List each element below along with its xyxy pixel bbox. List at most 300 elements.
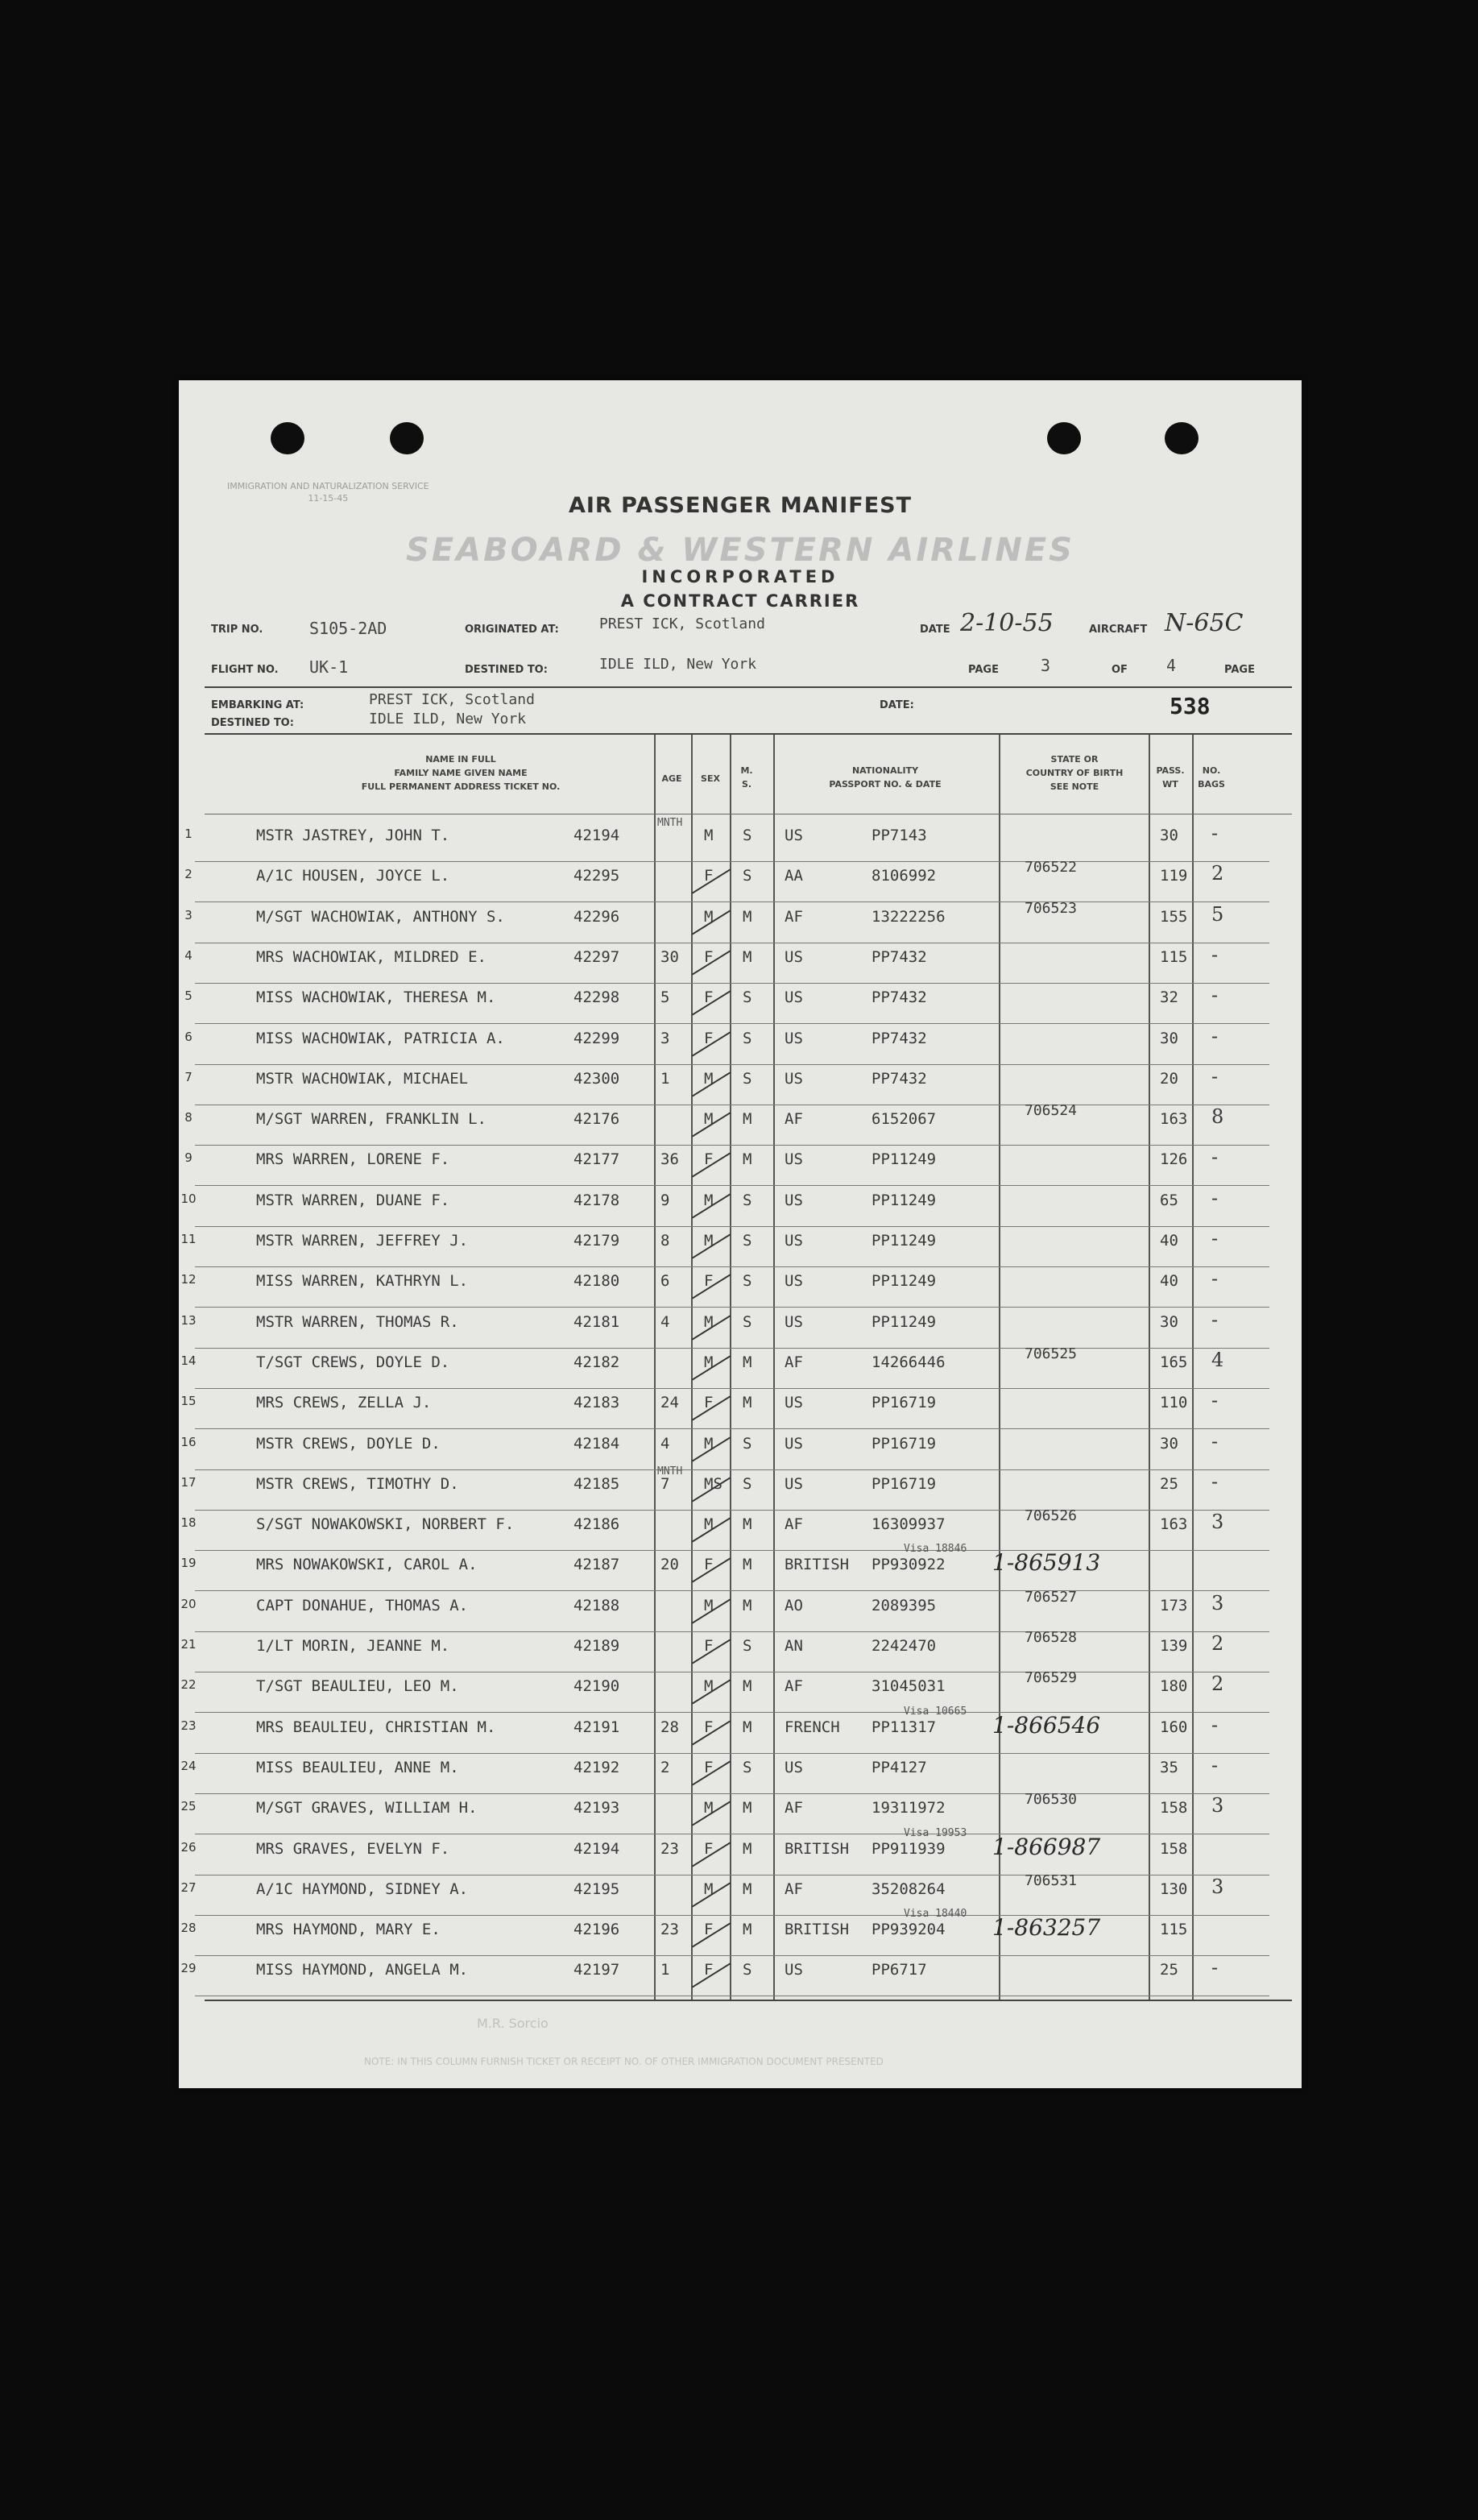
passenger-sex: M [704,1069,714,1088]
handwritten-number: 1-866987 [992,1833,1101,1860]
row-number: 27 [180,1880,197,1895]
passenger-sex: F [704,867,714,885]
passenger-age: 9 [660,1191,670,1209]
marital-status: M [743,907,752,926]
of-value: 4 [1166,656,1177,675]
row-number: 16 [180,1434,197,1449]
marital-status: M [743,1839,752,1858]
passport-number: PP911939 [871,1839,946,1858]
passport-number: 2242470 [871,1637,937,1655]
form-id-date: 11-15-45 [308,493,349,504]
ticket-number: 42190 [573,1677,620,1696]
handwritten-number: 1-866546 [992,1711,1101,1739]
ticket-number: 42189 [573,1637,620,1655]
passport-number: 8106992 [871,867,937,885]
passenger-weight: 110 [1160,1394,1188,1412]
ticket-number: 42297 [573,947,620,966]
passenger-name: MSTR WARREN, JEFFREY J. [256,1232,469,1250]
destined-label: DESTINED TO: [465,664,548,676]
table-bottom-rule [205,2000,1292,2001]
ticket-number: 42181 [573,1312,620,1331]
marital-status: S [743,827,752,844]
date2-label: DATE: [880,699,914,711]
of-label: OF [1112,664,1128,676]
table-row [179,1826,1302,1875]
passenger-sex: M [704,1191,714,1209]
passenger-age: 1 [660,1069,670,1088]
row-number: 24 [180,1758,197,1773]
passport-number: 14266446 [871,1353,946,1371]
ticket-number: 42182 [573,1353,620,1371]
header-rule [205,686,1292,688]
col-wt-1: PASS. [1156,765,1185,776]
birth-code: 706529 [1025,1669,1078,1687]
marital-status: M [743,1150,752,1169]
passport-number: PP11249 [871,1150,937,1169]
passenger-sex: M [704,1596,714,1614]
table-row [179,1389,1302,1429]
nationality: US [785,1191,803,1209]
nationality: AF [785,1353,803,1371]
passport-number: PP7432 [871,989,927,1007]
bag-count: - [1211,1024,1219,1047]
passenger-sex: M [704,1232,714,1250]
passenger-sex: F [704,1758,714,1776]
passenger-sex: M [704,1880,714,1898]
ticket-number: 42296 [573,907,620,926]
row-number: 29 [180,1961,197,1976]
passenger-age: 23 [660,1921,679,1939]
ticket-number: 42295 [573,867,620,885]
passenger-weight: 40 [1160,1232,1178,1250]
table-row [179,1187,1302,1227]
punch-hole [1047,422,1081,454]
table-row [179,1908,1302,1956]
passenger-weight: 139 [1160,1637,1188,1655]
nationality: AO [785,1596,803,1614]
passenger-weight: 30 [1160,1434,1178,1453]
bag-count: 8 [1211,1105,1224,1129]
passenger-sex: M [704,827,714,844]
ticket-number: 42194 [573,1839,620,1858]
passenger-sex: F [704,1921,714,1939]
col-birth-1: STATE OR [1050,754,1099,765]
document-title: AIR PASSENGER MANIFEST [568,493,912,518]
col-birth-2: COUNTRY OF BIRTH [1025,768,1124,778]
nationality: BRITISH [785,1839,850,1858]
bag-count: - [1211,1389,1219,1412]
passenger-weight: 32 [1160,989,1178,1007]
table-row [179,1227,1302,1267]
passenger-weight: 155 [1160,907,1188,926]
col-nat-2: PASSPORT NO. & DATE [829,779,942,790]
birth-code: 706528 [1025,1629,1078,1646]
passport-number: PP11249 [871,1191,937,1209]
punch-hole [1165,422,1199,454]
nationality: US [785,1434,803,1453]
nationality: US [785,989,803,1007]
row-number: 10 [180,1191,197,1206]
nationality: US [785,1029,803,1047]
trip-label: TRIP NO. [211,624,263,636]
col-nat-1: NATIONALITY [851,765,919,776]
passenger-age: 4 [660,1434,670,1453]
col-birth-header [1002,752,1147,794]
passenger-weight: 65 [1160,1191,1178,1209]
marital-status: M [743,947,752,966]
bag-count: - [1211,1308,1219,1331]
passenger-sex: F [704,1718,714,1736]
nationality: AA [785,867,803,885]
marital-status: M [743,1110,752,1129]
row-number: 17 [180,1474,197,1490]
passenger-sex: F [704,1150,714,1169]
passenger-sex: M [704,1353,714,1371]
marital-status: M [743,1556,752,1574]
row-number: 5 [184,989,193,1004]
table-row [179,1871,1302,1916]
row-number: 11 [180,1232,197,1246]
row-number: 3 [184,907,193,922]
aircraft-value: N-65C [1165,609,1244,637]
nationality: US [785,1961,803,1979]
passenger-name: M/SGT WACHOWIAK, ANTHONY S. [256,907,505,926]
passenger-weight: 30 [1160,827,1178,844]
nationality: US [785,947,803,966]
birth-code: 706530 [1025,1791,1078,1809]
flight-label: FLIGHT NO. [211,664,279,676]
col-name-1: NAME IN FULL [425,754,496,765]
page-value: 3 [1041,656,1051,675]
passenger-weight: 158 [1160,1839,1188,1858]
bag-count: 5 [1211,902,1224,926]
ticket-number: 42184 [573,1434,620,1453]
passenger-weight: 30 [1160,1029,1178,1047]
row-number: 2 [184,867,193,882]
passenger-age: 2 [660,1758,670,1776]
marital-status: M [743,1515,752,1534]
passenger-weight: 40 [1160,1272,1178,1291]
passenger-weight: 115 [1160,1921,1188,1939]
passenger-sex: M [704,1515,714,1534]
passenger-name: MISS WARREN, KATHRYN L. [256,1272,469,1291]
passenger-name: MRS WARREN, LORENE F. [256,1150,450,1169]
table-row [179,1956,1302,1996]
manifest-number: 538 [1170,693,1211,719]
bag-count: 2 [1211,862,1224,885]
ticket-number: 42176 [573,1110,620,1129]
ticket-number: 42179 [573,1232,620,1250]
table-row [179,1146,1302,1186]
table-row [179,1102,1302,1146]
passport-number: PP16719 [871,1394,937,1412]
bag-count: 2 [1211,1672,1224,1696]
passenger-sex: F [704,1394,714,1412]
passenger-sex: F [704,1556,714,1574]
nationality: US [785,1069,803,1088]
bag-count: - [1211,943,1219,966]
table-row [179,1430,1302,1470]
bag-count: - [1211,1146,1219,1169]
visa-note: Visa 19953 [904,1826,967,1839]
flight-value: UK-1 [309,657,349,677]
passenger-name: T/SGT CREWS, DOYLE D. [256,1353,450,1371]
embarking-value: PREST ICK, Scotland [369,691,535,708]
bag-count: - [1211,1753,1219,1776]
visa-note: Visa 10665 [904,1705,967,1718]
passenger-weight: 165 [1160,1353,1188,1371]
passenger-sex: F [704,1029,714,1047]
passenger-name: MSTR WARREN, DUANE F. [256,1191,450,1209]
passenger-weight: 173 [1160,1596,1188,1614]
passenger-age: 30 [660,947,679,966]
passenger-age: 28 [660,1718,679,1736]
aircraft-label: AIRCRAFT [1089,624,1148,636]
manifest-sheet [179,380,1302,2088]
row-number: 28 [180,1921,197,1936]
table-row [179,1588,1302,1632]
nationality: AF [785,907,803,926]
visa-note: Visa 18440 [904,1908,967,1921]
table-row [179,1345,1302,1389]
marital-status: S [743,1069,752,1088]
ticket-number: 42187 [573,1556,620,1574]
col-sex-header: SEX [701,773,720,784]
nationality: US [785,1474,803,1493]
bag-count: 2 [1211,1632,1224,1655]
passenger-sex: F [704,1272,714,1291]
nationality: AF [785,1110,803,1129]
bag-count: 3 [1211,1875,1224,1898]
form-id-line: IMMIGRATION AND NATURALIZATION SERVICE [227,481,429,491]
table-row [179,899,1302,943]
passport-number: PP4127 [871,1758,927,1776]
passenger-weight: 163 [1160,1110,1188,1129]
passport-number: PP16719 [871,1434,937,1453]
passenger-weight: 160 [1160,1718,1188,1736]
destined2-value: IDLE ILD, New York [369,711,527,727]
nationality: US [785,1150,803,1169]
marital-status: S [743,1758,752,1776]
originated-label: ORIGINATED AT: [465,624,559,636]
table-row [179,1507,1302,1551]
ticket-number: 42196 [573,1921,620,1939]
marital-status: S [743,1312,752,1331]
marital-status: S [743,1232,752,1250]
bag-count: - [1211,1186,1219,1209]
marital-status: M [743,1677,752,1696]
ticket-number: 42195 [573,1880,620,1898]
passenger-weight: 158 [1160,1799,1188,1817]
ticket-number: 42191 [573,1718,620,1736]
birth-code: 706524 [1025,1102,1078,1120]
bag-count: 4 [1211,1348,1224,1371]
row-number: 9 [184,1150,193,1166]
row-number: 7 [184,1069,193,1084]
table-row [179,859,1302,902]
passenger-weight: 35 [1160,1758,1178,1776]
col-wt-2: WT [1162,779,1178,790]
ticket-number: 42178 [573,1191,620,1209]
nationality: US [785,1394,803,1412]
marital-status: M [743,1880,752,1898]
handwritten-number: 1-865913 [992,1549,1101,1577]
marital-status: S [743,1474,752,1493]
table-row [179,1629,1302,1672]
passenger-name: M/SGT GRAVES, WILLIAM H. [256,1799,478,1817]
row-number: 19 [180,1556,197,1571]
passenger-name: CAPT DONAHUE, THOMAS A. [256,1596,469,1614]
ticket-number: 42197 [573,1961,620,1979]
marital-status: S [743,867,752,885]
birth-code: 706523 [1025,899,1078,917]
passenger-weight: 20 [1160,1069,1178,1088]
nationality: US [785,1232,803,1250]
passenger-weight: 126 [1160,1150,1188,1169]
row-number: 20 [180,1596,197,1611]
nationality: BRITISH [785,1556,850,1574]
table-row [179,984,1302,1024]
passenger-sex: M [704,1312,714,1331]
nationality: AF [785,1799,803,1817]
ticket-number: 42188 [573,1596,620,1614]
marital-status: M [743,1921,752,1939]
passenger-age: 24 [660,1394,679,1412]
bag-count: - [1211,984,1219,1007]
nationality: US [785,827,803,844]
birth-code: 706531 [1025,1871,1078,1889]
bag-count: - [1211,1267,1219,1291]
nationality: BRITISH [785,1921,850,1939]
ticket-number: 42192 [573,1758,620,1776]
handwritten-number: 1-863257 [992,1914,1101,1942]
passenger-name: M/SGT WARREN, FRANKLIN L. [256,1110,486,1129]
passport-number: PP11317 [871,1718,937,1736]
age-note: MNTH [657,1465,683,1478]
passenger-name: MISS WACHOWIAK, PATRICIA A. [256,1029,505,1047]
nationality: AF [785,1515,803,1534]
passport-number: 13222256 [871,907,946,926]
passenger-name: MISS WACHOWIAK, THERESA M. [256,989,496,1007]
nationality: US [785,1758,803,1776]
passenger-weight: 25 [1160,1961,1178,1979]
passport-number: PP7143 [871,827,927,844]
marital-status: M [743,1799,752,1817]
passenger-weight: 119 [1160,867,1188,885]
passenger-sex: M [704,1110,714,1129]
passenger-sex: M [704,1677,714,1696]
bag-count: - [1211,1956,1219,1979]
row-number: 15 [180,1394,197,1409]
row-number: 8 [184,1110,193,1125]
trip-value: S105-2AD [309,619,387,638]
passenger-name: MSTR CREWS, DOYLE D. [256,1434,441,1453]
punch-hole [271,422,304,454]
row-number: 25 [180,1799,197,1814]
passenger-name: MRS CREWS, ZELLA J. [256,1394,432,1412]
col-bags-header [1195,764,1228,791]
ticket-number: 42300 [573,1069,620,1088]
airline-name: SEABOARD & WESTERN AIRLINES [406,532,1074,569]
destined-value: IDLE ILD, New York [599,656,757,673]
col-name-header [300,752,622,794]
passport-number: PP7432 [871,1029,927,1047]
table-row [179,1025,1302,1065]
ticket-number: 42186 [573,1515,620,1534]
passenger-sex: F [704,1839,714,1858]
nationality: FRENCH [785,1718,840,1736]
signature: M.R. Sorcio [477,2016,549,2031]
ticket-number: 42299 [573,1029,620,1047]
marital-status: M [743,1353,752,1371]
date-label: DATE [920,624,950,636]
passenger-weight: 180 [1160,1677,1188,1696]
table-row [179,943,1302,984]
nationality: AF [785,1677,803,1696]
passport-number: 2089395 [871,1596,937,1614]
passenger-age: 6 [660,1272,670,1291]
row-number: 22 [180,1677,197,1693]
row-number: 1 [184,827,193,841]
date-value: 2-10-55 [960,609,1054,637]
col-name-2: FAMILY NAME GIVEN NAME [394,768,528,778]
carrier-label: A CONTRACT CARRIER [620,591,860,611]
passport-number: PP11249 [871,1312,937,1331]
passenger-name: S/SGT NOWAKOWSKI, NORBERT F. [256,1515,515,1534]
table-row [179,1267,1302,1308]
ticket-number: 42193 [573,1799,620,1817]
row-number: 21 [180,1637,197,1652]
row-number: 14 [180,1353,197,1368]
embarking-label: EMBARKING AT: [211,699,304,711]
passenger-name: MRS WACHOWIAK, MILDRED E. [256,947,486,966]
bag-count: 3 [1211,1591,1224,1614]
birth-code: 706525 [1025,1345,1078,1362]
passport-number: 35208264 [871,1880,946,1898]
passenger-weight: 25 [1160,1474,1178,1493]
bag-count: - [1211,1429,1219,1453]
passport-number: PP939204 [871,1921,946,1939]
passenger-name: A/1C HAYMOND, SIDNEY A. [256,1880,469,1898]
nationality: AN [785,1637,803,1655]
passport-number: PP7432 [871,947,927,966]
ticket-number: 42194 [573,827,620,844]
ticket-number: 42298 [573,989,620,1007]
row-number: 4 [184,947,193,963]
passenger-name: MRS GRAVES, EVELYN F. [256,1839,450,1858]
ticket-number: 42180 [573,1272,620,1291]
col-ms-header: M. S. [740,765,753,790]
bag-count: - [1211,1064,1219,1088]
incorporated-label: INCORPORATED [641,567,839,586]
col-age-header: AGE [661,773,682,784]
visa-note: Visa 18846 [904,1543,967,1556]
passenger-name: MSTR JASTREY, JOHN T. [256,827,450,844]
bag-count: 3 [1211,1794,1224,1817]
table-row [179,817,1302,862]
passenger-weight: 130 [1160,1880,1188,1898]
passenger-age: 20 [660,1556,679,1574]
bag-count: 3 [1211,1511,1224,1534]
passenger-sex: F [704,947,714,966]
table-row [179,1669,1302,1713]
pages-label: PAGE [1224,664,1255,676]
ticket-number: 42185 [573,1474,620,1493]
originated-value: PREST ICK, Scotland [599,615,765,632]
marital-status: S [743,1029,752,1047]
passenger-age: 3 [660,1029,670,1047]
passenger-name: MSTR CREWS, TIMOTHY D. [256,1474,459,1493]
